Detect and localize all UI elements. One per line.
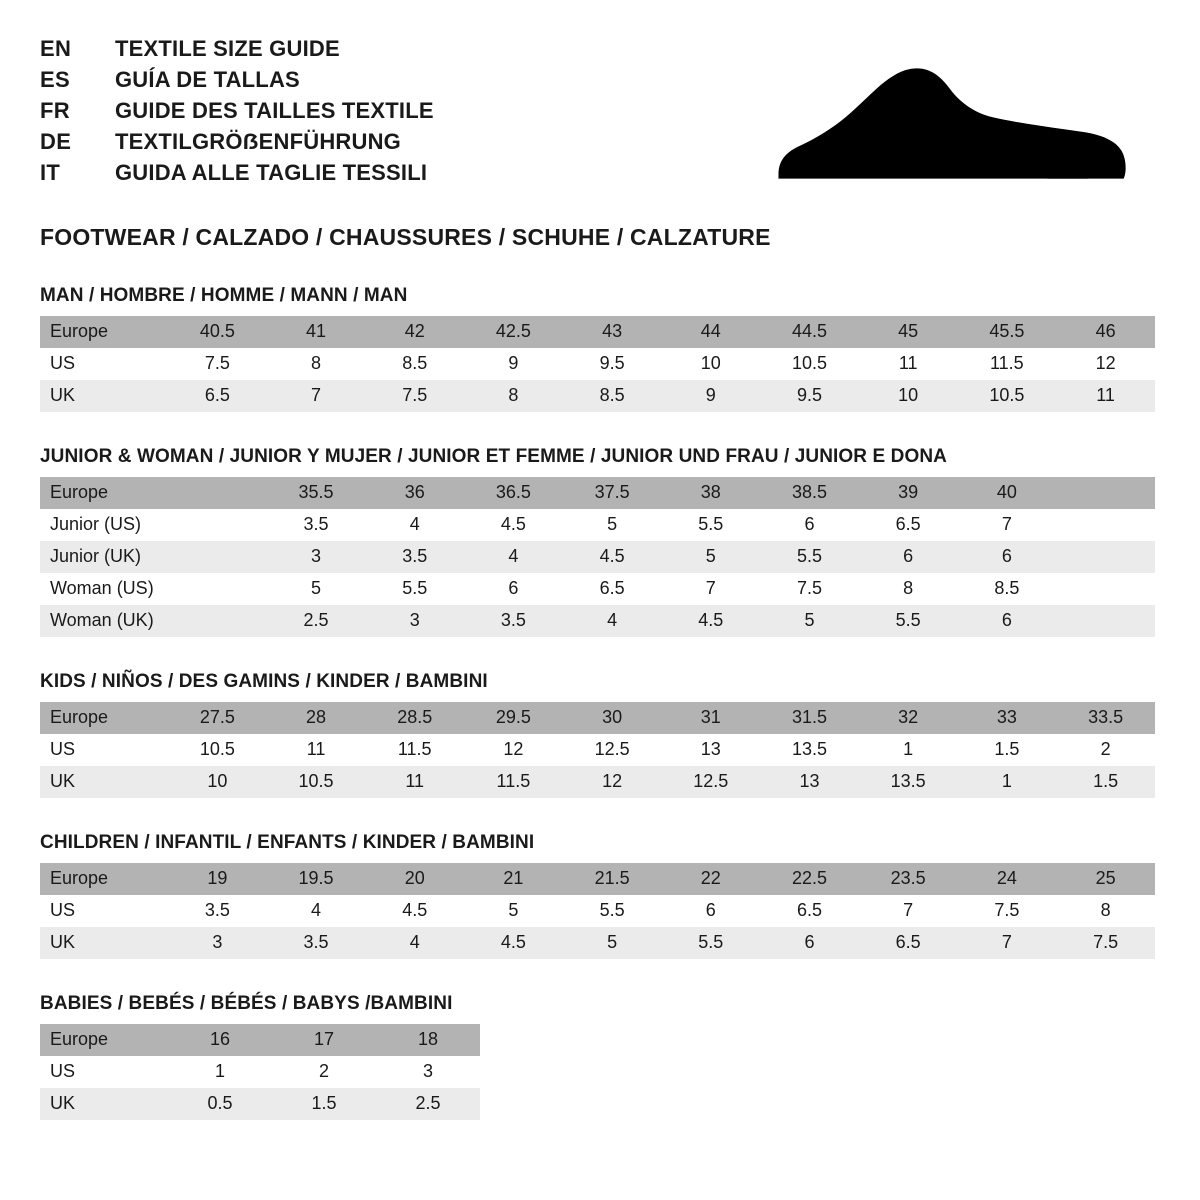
cell: 4.5	[464, 927, 563, 959]
cell: 7.5	[760, 573, 859, 605]
row-label: Europe	[40, 477, 168, 509]
cell: 5	[563, 927, 662, 959]
language-title: GUÍA DE TALLAS	[115, 67, 300, 92]
cell	[168, 509, 267, 541]
cell: 3	[267, 541, 366, 573]
row-label: Woman (UK)	[40, 605, 168, 637]
language-row	[40, 67, 434, 93]
cell: 6	[958, 541, 1057, 573]
cell	[168, 605, 267, 637]
table-row	[40, 927, 1155, 959]
table-row	[40, 605, 1155, 637]
cell: 6.5	[859, 509, 958, 541]
language-row	[40, 129, 434, 155]
cell: 10.5	[760, 348, 859, 380]
header	[40, 30, 1160, 198]
cell: 7	[267, 380, 366, 412]
cell	[168, 573, 267, 605]
cell: 8.5	[563, 380, 662, 412]
cell	[1056, 477, 1155, 509]
section-title: JUNIOR & WOMAN / JUNIOR Y MUJER / JUNIOR ET FEMME / JUNIOR UND FRAU / JUNIOR E DONA	[40, 445, 948, 467]
cell: 31	[661, 702, 760, 734]
cell: 16	[168, 1024, 272, 1056]
cell: 5.5	[760, 541, 859, 573]
cell: 45	[859, 316, 958, 348]
cell: 38.5	[760, 477, 859, 509]
table-row	[40, 541, 1155, 573]
section-kids	[40, 671, 1160, 798]
cell: 23.5	[859, 863, 958, 895]
language-title: TEXTILGRÖẞENFÜHRUNG	[115, 129, 401, 154]
cell: 5.5	[365, 573, 464, 605]
table-row	[40, 477, 1155, 509]
cell: 22	[661, 863, 760, 895]
section-title: BABIES / BEBÉS / BÉBÉS / BABYS /BAMBINI	[40, 992, 453, 1014]
table-row	[40, 1024, 480, 1056]
cell: 40.5	[168, 316, 267, 348]
cell: 12	[1056, 348, 1155, 380]
table-row	[40, 573, 1155, 605]
cell: 4	[267, 895, 366, 927]
row-label: Junior (UK)	[40, 541, 168, 573]
table-row	[40, 348, 1155, 380]
cell: 19.5	[267, 863, 366, 895]
cell: 1	[168, 1056, 272, 1088]
cell: 5	[563, 509, 662, 541]
cell: 5.5	[661, 927, 760, 959]
cell: 13	[661, 734, 760, 766]
cell: 8	[464, 380, 563, 412]
row-label: UK	[40, 1088, 168, 1120]
cell: 40	[958, 477, 1057, 509]
language-row	[40, 36, 434, 62]
cell: 6.5	[563, 573, 662, 605]
cell: 11	[365, 766, 464, 798]
cell: 6.5	[760, 895, 859, 927]
cell: 41	[267, 316, 366, 348]
cell: 19	[168, 863, 267, 895]
cell: 7	[958, 927, 1057, 959]
cell: 27.5	[168, 702, 267, 734]
cell: 8.5	[365, 348, 464, 380]
size-table-babies	[40, 1024, 480, 1120]
table-row	[40, 702, 1155, 734]
cell: 43	[563, 316, 662, 348]
cell: 5.5	[563, 895, 662, 927]
cell: 5.5	[661, 509, 760, 541]
cell: 6	[760, 509, 859, 541]
language-code: IT	[40, 160, 61, 185]
cell: 7	[859, 895, 958, 927]
row-label: UK	[40, 380, 168, 412]
cell: 7.5	[958, 895, 1057, 927]
cell: 10	[168, 766, 267, 798]
cell: 10.5	[958, 380, 1057, 412]
cell	[168, 541, 267, 573]
cell: 6	[661, 895, 760, 927]
section-babies	[40, 993, 1160, 1120]
cell: 1.5	[272, 1088, 376, 1120]
size-table-kids	[40, 702, 1155, 798]
cell: 4.5	[563, 541, 662, 573]
section-title: KIDS / NIÑOS / DES GAMINS / KINDER / BAMBINI	[40, 670, 488, 692]
language-code: ES	[40, 67, 70, 92]
cell: 8	[267, 348, 366, 380]
language-row	[40, 98, 434, 124]
table-row	[40, 734, 1155, 766]
size-table-junior-woman	[40, 477, 1155, 637]
cell: 3	[376, 1056, 480, 1088]
cell: 39	[859, 477, 958, 509]
cell: 5.5	[859, 605, 958, 637]
cell	[1056, 541, 1155, 573]
cell: 1	[859, 734, 958, 766]
cell: 45.5	[958, 316, 1057, 348]
cell: 29.5	[464, 702, 563, 734]
language-row	[40, 160, 434, 186]
cell: 33.5	[1056, 702, 1155, 734]
cell: 6	[958, 605, 1057, 637]
cell: 6.5	[859, 927, 958, 959]
cell	[1056, 509, 1155, 541]
language-title: GUIDE DES TAILLES TEXTILE	[115, 98, 434, 123]
size-table-children	[40, 863, 1155, 959]
row-label: UK	[40, 927, 168, 959]
table-row	[40, 766, 1155, 798]
cell: 6	[464, 573, 563, 605]
cell: 8.5	[958, 573, 1057, 605]
table-row	[40, 380, 1155, 412]
cell: 3.5	[267, 509, 366, 541]
section-title: MAN / HOMBRE / HOMME / MANN / MAN	[40, 284, 408, 306]
cell: 7.5	[168, 348, 267, 380]
section-junior-woman	[40, 446, 1160, 637]
cell: 4	[365, 509, 464, 541]
table-row	[40, 863, 1155, 895]
cell: 4.5	[365, 895, 464, 927]
language-code: FR	[40, 98, 70, 123]
cell: 17	[272, 1024, 376, 1056]
cell: 6.5	[168, 380, 267, 412]
cell: 11.5	[464, 766, 563, 798]
row-label: US	[40, 734, 168, 766]
cell: 33	[958, 702, 1057, 734]
section-children	[40, 832, 1160, 959]
cell: 4	[365, 927, 464, 959]
cell: 6	[760, 927, 859, 959]
cell: 44	[661, 316, 760, 348]
size-table-man	[40, 316, 1155, 412]
cell: 42	[365, 316, 464, 348]
language-title: TEXTILE SIZE GUIDE	[115, 36, 340, 61]
cell: 3	[365, 605, 464, 637]
cell: 4	[563, 605, 662, 637]
cell: 2.5	[376, 1088, 480, 1120]
cell: 12.5	[661, 766, 760, 798]
row-label: UK	[40, 766, 168, 798]
language-code: EN	[40, 36, 72, 61]
cell	[1056, 573, 1155, 605]
table-row	[40, 895, 1155, 927]
row-label: Europe	[40, 316, 168, 348]
cell: 10	[661, 348, 760, 380]
cell: 8	[859, 573, 958, 605]
cell: 3.5	[267, 927, 366, 959]
cell: 9	[661, 380, 760, 412]
cell	[1056, 605, 1155, 637]
cell: 7.5	[1056, 927, 1155, 959]
cell	[168, 477, 267, 509]
cell: 5	[760, 605, 859, 637]
cell: 28	[267, 702, 366, 734]
row-label: US	[40, 895, 168, 927]
row-label: Woman (US)	[40, 573, 168, 605]
cell: 6	[859, 541, 958, 573]
language-title: GUIDA ALLE TAGLIE TESSILI	[115, 160, 428, 185]
cell: 4.5	[464, 509, 563, 541]
cell: 3	[168, 927, 267, 959]
cell: 9	[464, 348, 563, 380]
cell: 7.5	[365, 380, 464, 412]
cell: 13.5	[760, 734, 859, 766]
cell: 5	[661, 541, 760, 573]
cell: 10.5	[267, 766, 366, 798]
cell: 21.5	[563, 863, 662, 895]
cell: 24	[958, 863, 1057, 895]
cell: 2	[1056, 734, 1155, 766]
cell: 3.5	[464, 605, 563, 637]
cell: 11	[1056, 380, 1155, 412]
cell: 11	[267, 734, 366, 766]
section-title: CHILDREN / INFANTIL / ENFANTS / KINDER / BAMBINI	[40, 831, 535, 853]
cell: 13	[760, 766, 859, 798]
cell: 11.5	[958, 348, 1057, 380]
cell: 2	[272, 1056, 376, 1088]
cell: 18	[376, 1024, 480, 1056]
table-row	[40, 1056, 480, 1088]
cell: 20	[365, 863, 464, 895]
cell: 12	[563, 766, 662, 798]
footwear-category-title: FOOTWEAR / CALZADO / CHAUSSURES / SCHUHE / CALZATURE	[40, 223, 771, 250]
cell: 31.5	[760, 702, 859, 734]
cell: 22.5	[760, 863, 859, 895]
section-man	[40, 285, 1160, 412]
cell: 36	[365, 477, 464, 509]
row-label: Junior (US)	[40, 509, 168, 541]
cell: 12	[464, 734, 563, 766]
cell: 2.5	[267, 605, 366, 637]
cell: 3.5	[168, 895, 267, 927]
cell: 32	[859, 702, 958, 734]
cell: 10.5	[168, 734, 267, 766]
cell: 13.5	[859, 766, 958, 798]
row-label: Europe	[40, 702, 168, 734]
cell: 28.5	[365, 702, 464, 734]
cell: 5	[267, 573, 366, 605]
cell: 3.5	[365, 541, 464, 573]
language-code: DE	[40, 129, 72, 154]
cell: 9.5	[760, 380, 859, 412]
row-label: US	[40, 348, 168, 380]
cell: 1	[958, 766, 1057, 798]
language-title-list	[40, 30, 434, 191]
cell: 4.5	[661, 605, 760, 637]
cell: 11	[859, 348, 958, 380]
cell: 46	[1056, 316, 1155, 348]
cell: 4	[464, 541, 563, 573]
cell: 7	[661, 573, 760, 605]
row-label: US	[40, 1056, 168, 1088]
cell: 5	[464, 895, 563, 927]
dress-shoe-icon	[770, 60, 1130, 198]
cell: 8	[1056, 895, 1155, 927]
row-label: Europe	[40, 1024, 168, 1056]
cell: 25	[1056, 863, 1155, 895]
cell: 1.5	[1056, 766, 1155, 798]
cell: 44.5	[760, 316, 859, 348]
cell: 30	[563, 702, 662, 734]
cell: 37.5	[563, 477, 662, 509]
cell: 0.5	[168, 1088, 272, 1120]
cell: 7	[958, 509, 1057, 541]
table-row	[40, 1088, 480, 1120]
cell: 12.5	[563, 734, 662, 766]
cell: 42.5	[464, 316, 563, 348]
cell: 11.5	[365, 734, 464, 766]
cell: 10	[859, 380, 958, 412]
cell: 38	[661, 477, 760, 509]
cell: 1.5	[958, 734, 1057, 766]
cell: 21	[464, 863, 563, 895]
cell: 9.5	[563, 348, 662, 380]
cell: 35.5	[267, 477, 366, 509]
cell: 36.5	[464, 477, 563, 509]
table-row	[40, 316, 1155, 348]
row-label: Europe	[40, 863, 168, 895]
table-row	[40, 509, 1155, 541]
